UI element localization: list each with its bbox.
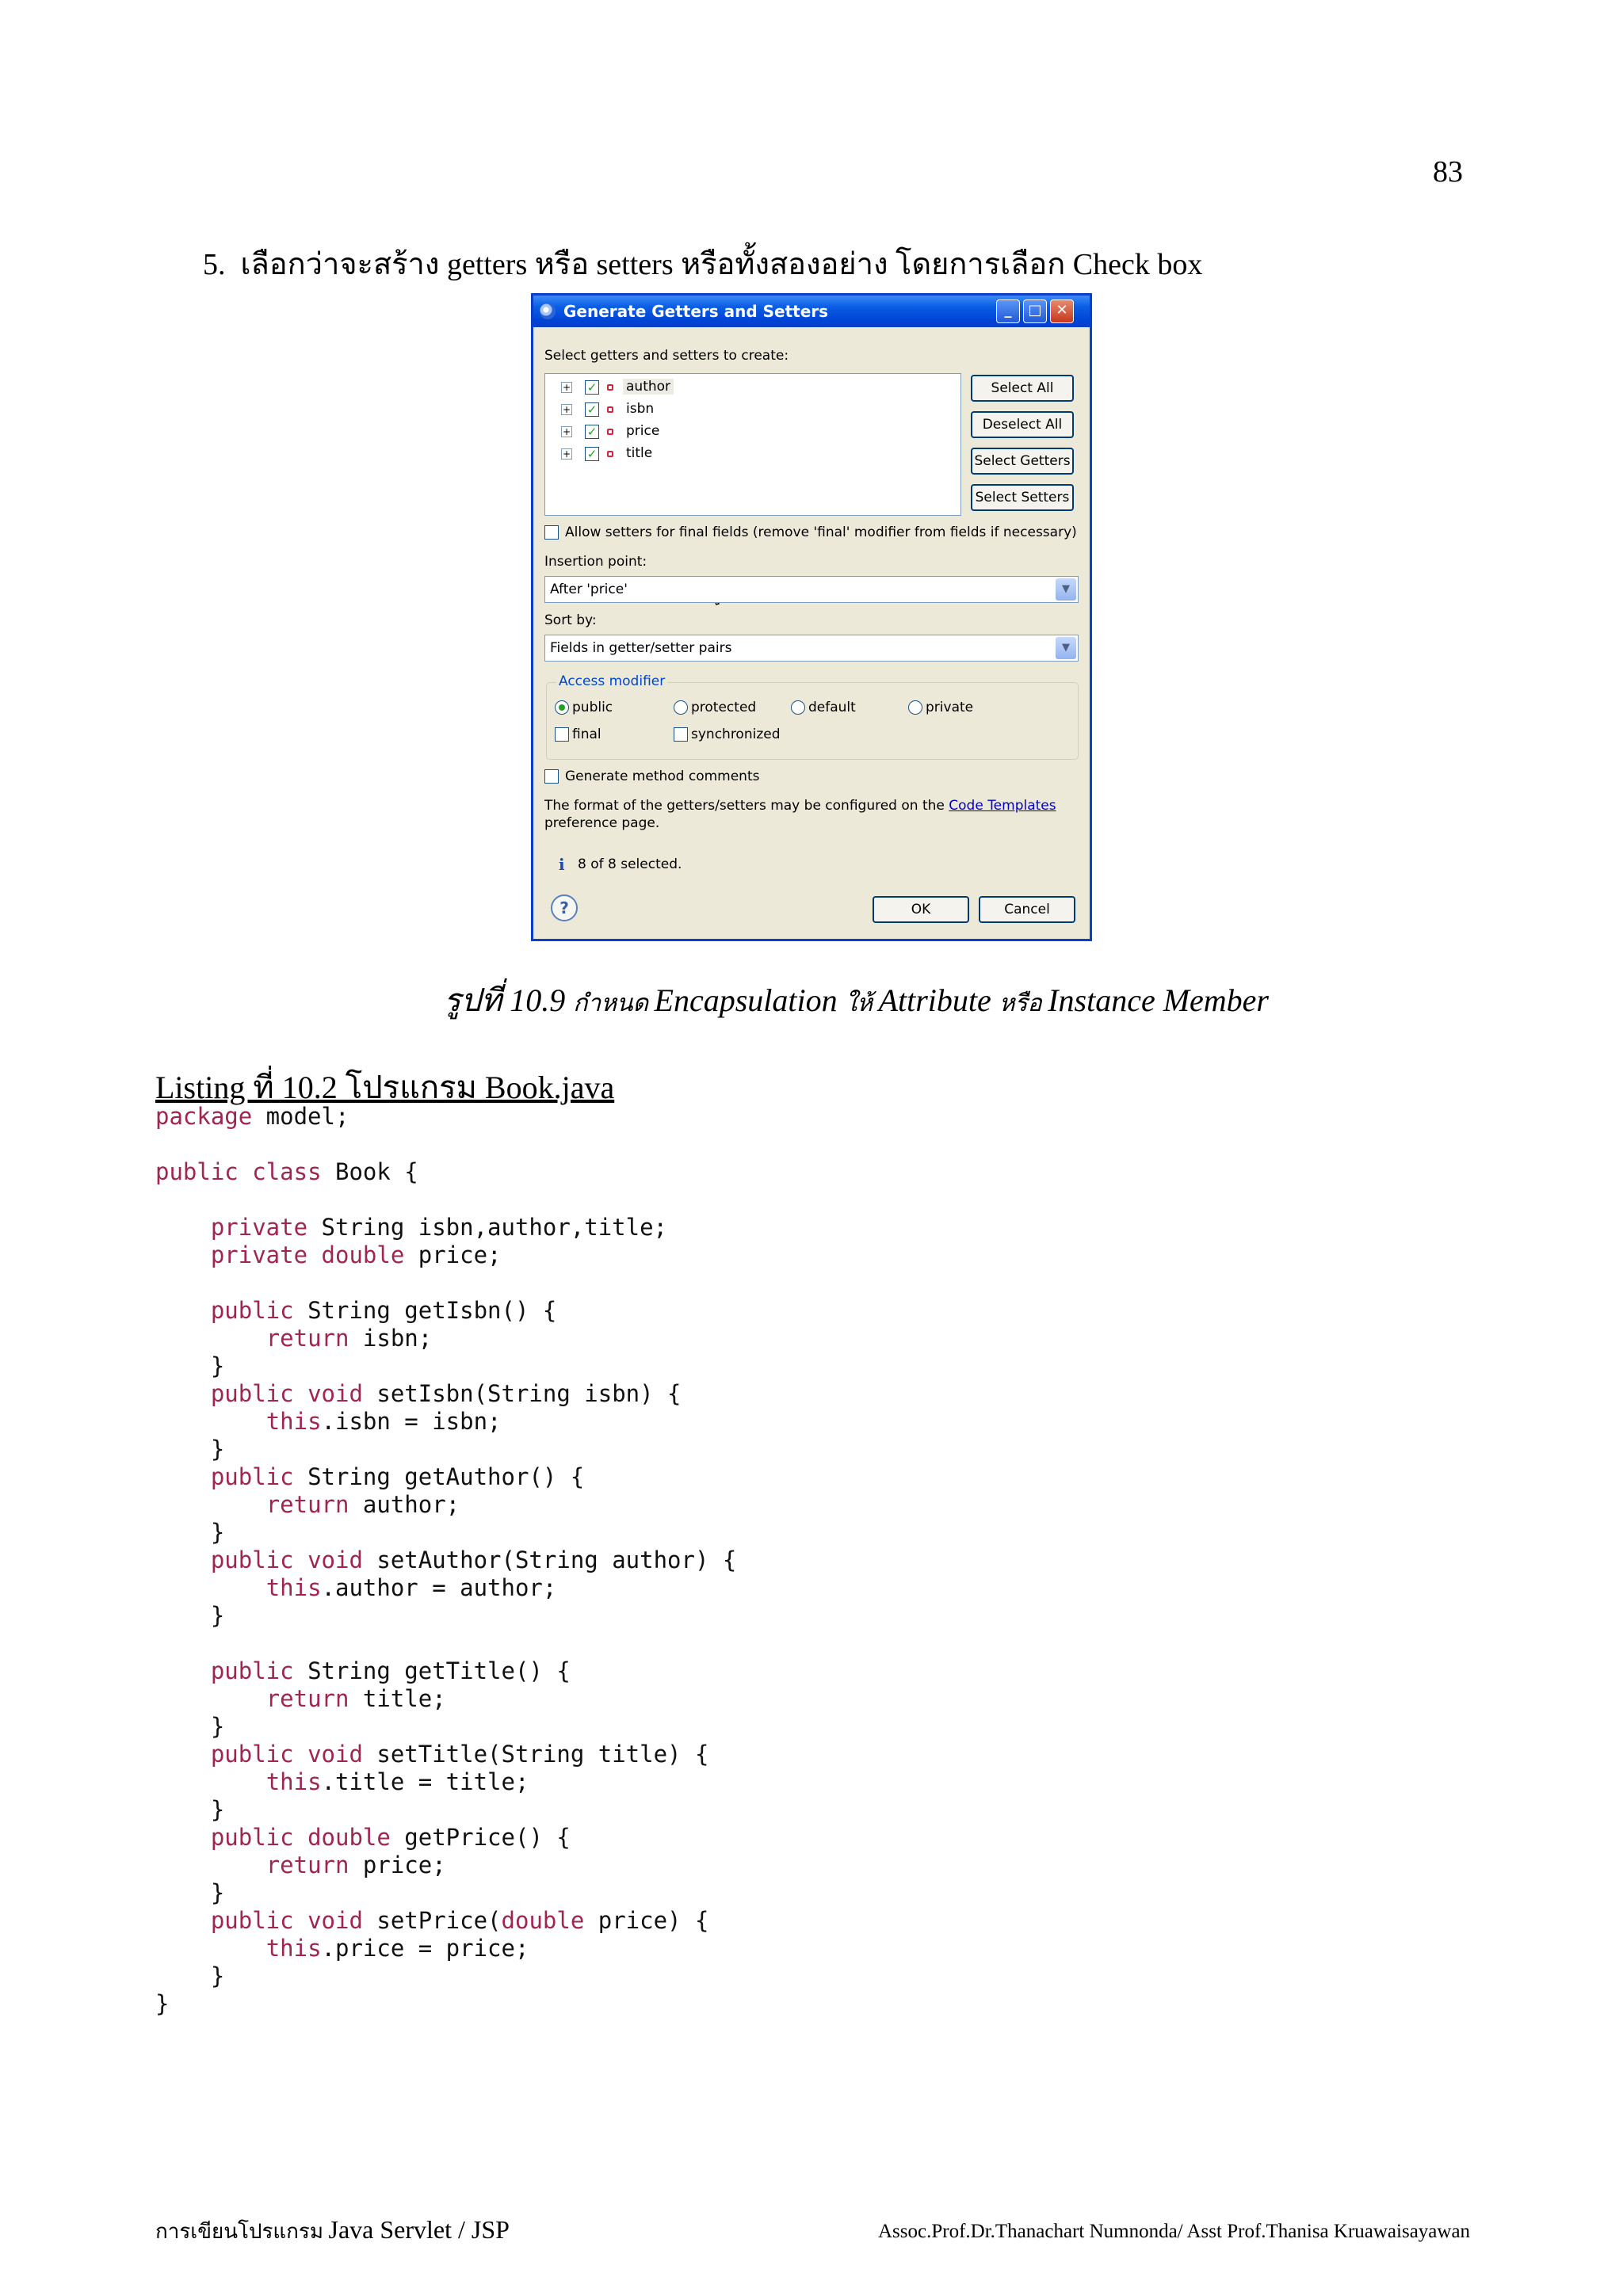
code-line: }: [155, 1990, 170, 2017]
code-keyword: public: [155, 1158, 239, 1185]
code-keyword: public: [210, 1657, 294, 1684]
private-field-icon: [607, 451, 613, 457]
checkbox-price[interactable]: ✓: [585, 425, 599, 439]
code-keyword: public: [210, 1380, 294, 1407]
insertion-point-value: After 'price': [550, 582, 628, 597]
code-line: }: [155, 1519, 225, 1546]
code-keyword: void: [307, 1547, 363, 1573]
checkbox-title[interactable]: ✓: [585, 447, 599, 461]
code-line: this.price = price;: [265, 1935, 529, 1962]
radio-default-label: default: [808, 700, 856, 715]
code-keyword: void: [307, 1380, 363, 1407]
code-keyword: private: [210, 1214, 308, 1241]
insertion-point-select[interactable]: [544, 576, 1079, 603]
allow-final-setters-checkbox[interactable]: [544, 525, 559, 540]
footer-left-en: Java Servlet / JSP: [328, 2215, 510, 2244]
code-keyword: return: [265, 1685, 349, 1712]
code-line: }: [155, 1796, 225, 1823]
code-keyword: double: [321, 1241, 405, 1268]
field-label: title: [626, 445, 653, 461]
radio-protected[interactable]: [674, 700, 688, 715]
code-line: public String getIsbn() {: [210, 1297, 557, 1324]
final-checkbox[interactable]: [555, 727, 569, 742]
code-line: public void setPrice(double price) {: [210, 1907, 709, 1934]
code-line: }: [155, 1352, 225, 1379]
step-instruction: [203, 239, 1202, 288]
code-keyword: this: [265, 1768, 322, 1795]
code-keyword: private: [210, 1241, 308, 1268]
code-keyword: return: [265, 1325, 349, 1352]
code-keyword: package: [155, 1103, 253, 1130]
selection-status: 8 of 8 selected.: [578, 856, 682, 872]
tree-item-isbn[interactable]: [561, 399, 720, 420]
access-modifier-group: [546, 673, 1079, 760]
code-keyword: this: [265, 1935, 322, 1962]
code-line: public double getPrice() {: [210, 1824, 571, 1851]
format-tail: preference page.: [544, 815, 660, 831]
minimize-icon[interactable]: _: [996, 299, 1020, 323]
code-keyword: double: [501, 1907, 585, 1934]
code-line: this.isbn = isbn;: [265, 1408, 502, 1435]
select-prompt: Select getters and setters to create:: [544, 348, 789, 364]
caption-part3: ให้: [845, 990, 879, 1016]
footer-left: [155, 2215, 510, 2248]
tree-item-author[interactable]: [561, 377, 720, 398]
code-line: public class Book {: [155, 1158, 418, 1185]
help-icon[interactable]: ?: [551, 894, 578, 921]
radio-public-label: public: [572, 700, 613, 715]
code-keyword: public: [210, 1824, 294, 1851]
expand-icon[interactable]: +: [562, 448, 571, 460]
field-label: price: [626, 423, 660, 439]
radio-default[interactable]: [791, 700, 805, 715]
code-templates-link[interactable]: Code Templates: [949, 798, 1056, 814]
private-field-icon: [607, 384, 613, 391]
chevron-down-icon[interactable]: ▼: [1056, 637, 1076, 659]
tree-item-title[interactable]: [561, 444, 720, 464]
eclipse-icon: [540, 303, 556, 319]
radio-private-label: private: [926, 700, 974, 715]
sort-by-value: Fields in getter/setter pairs: [550, 640, 732, 656]
footer-right: Assoc.Prof.Dr.Thanachart Numnonda/ Asst Prof.Thanisa Kruawaisayawan: [878, 2221, 1471, 2242]
caption-part2: Encapsulation: [654, 982, 846, 1018]
close-icon[interactable]: ✕: [1050, 299, 1074, 323]
caption-part4: Attribute: [878, 982, 999, 1018]
chevron-down-icon[interactable]: ▼: [1056, 578, 1076, 601]
expand-icon[interactable]: +: [562, 404, 571, 415]
code-line: public void setTitle(String title) {: [210, 1741, 709, 1768]
format-description: [544, 798, 1056, 814]
code-line: return author;: [265, 1491, 460, 1518]
code-line: private double price;: [210, 1241, 502, 1268]
generate-comments-checkbox[interactable]: [544, 769, 559, 784]
private-field-icon: [607, 406, 613, 413]
cancel-button[interactable]: Cancel: [979, 896, 1075, 923]
checkbox-author[interactable]: ✓: [585, 380, 599, 395]
code-line: }: [155, 1879, 225, 1906]
code-keyword: public: [210, 1297, 294, 1324]
code-keyword: double: [307, 1824, 391, 1851]
code-keyword: this: [265, 1574, 322, 1601]
dialog-title-bar[interactable]: [533, 296, 1090, 327]
code-keyword: class: [252, 1158, 322, 1185]
field-label: author: [623, 379, 674, 395]
code-line: public void setIsbn(String isbn) {: [210, 1380, 682, 1407]
code-line: return isbn;: [265, 1325, 433, 1352]
code-line: }: [155, 1602, 225, 1629]
format-text: The format of the getters/setters may be configured on the: [544, 798, 945, 814]
fields-tree[interactable]: [544, 373, 961, 516]
code-line: public String getTitle() {: [210, 1657, 571, 1684]
code-keyword: public: [210, 1907, 294, 1934]
code-line: }: [155, 1436, 225, 1463]
generate-getters-setters-dialog: [531, 293, 1092, 941]
radio-private[interactable]: [908, 700, 922, 715]
code-keyword: public: [210, 1547, 294, 1573]
code-line: private String isbn,author,title;: [210, 1214, 668, 1241]
select-all-button[interactable]: Select All: [971, 375, 1074, 402]
synchronized-checkbox[interactable]: [674, 727, 688, 742]
select-getters-button[interactable]: Select Getters: [971, 448, 1074, 475]
expand-icon[interactable]: +: [562, 426, 571, 437]
code-keyword: void: [307, 1741, 363, 1768]
access-modifier-title: Access modifier: [556, 673, 667, 689]
code-keyword: this: [265, 1408, 322, 1435]
caption-part1: กำหนด: [573, 990, 655, 1016]
sort-by-select[interactable]: [544, 635, 1079, 662]
code-line: return price;: [265, 1852, 446, 1878]
caption-prefix: รูปที่ 10.9: [444, 982, 574, 1018]
code-keyword: return: [265, 1491, 349, 1518]
figure-caption: [444, 974, 1269, 1025]
radio-protected-label: protected: [691, 700, 757, 715]
code-line: package model;: [155, 1103, 349, 1130]
maximize-icon[interactable]: □: [1023, 299, 1047, 323]
caption-part6: Instance Member: [1048, 982, 1269, 1018]
step-number: 5.: [203, 248, 226, 281]
code-line: }: [155, 1713, 225, 1740]
listing-title: Listing ที่ 10.2 โปรแกรม Book.java: [155, 1070, 615, 1105]
code-keyword: public: [210, 1463, 294, 1490]
code-line: this.author = author;: [265, 1574, 557, 1601]
footer-left-thai: การเขียนโปรแกรม: [155, 2220, 329, 2243]
dialog-title: Generate Getters and Setters: [563, 302, 829, 321]
deselect-all-button[interactable]: Deselect All: [971, 411, 1074, 438]
step-text: เลือกว่าจะสร้าง getters หรือ setters หรือทั้งสองอย่าง โดยการเลือก Check box: [240, 248, 1203, 281]
select-setters-button[interactable]: Select Setters: [971, 484, 1074, 511]
sort-by-label: Sort by:: [544, 612, 597, 628]
private-field-icon: [607, 429, 613, 435]
code-line: public void setAuthor(String author) {: [210, 1547, 737, 1573]
code-line: this.title = title;: [265, 1768, 529, 1795]
info-icon: i: [559, 855, 565, 874]
code-keyword: public: [210, 1741, 294, 1768]
generate-comments-label: Generate method comments: [565, 769, 760, 784]
tree-item-price[interactable]: [561, 421, 720, 442]
expand-icon[interactable]: +: [562, 382, 571, 393]
page-number: 83: [1433, 155, 1463, 189]
code-line: return title;: [265, 1685, 446, 1712]
code-keyword: void: [307, 1907, 363, 1934]
code-line: public String getAuthor() {: [210, 1463, 585, 1490]
allow-final-setters-label: Allow setters for final fields (remove 'final' modifier from fields if necessary): [565, 524, 1077, 540]
field-label: isbn: [626, 401, 655, 417]
code-keyword: return: [265, 1852, 349, 1878]
code-listing: [155, 1103, 736, 2018]
caption-part5: หรือ: [999, 990, 1048, 1016]
insertion-point-label: Insertion point:: [544, 554, 647, 570]
checkbox-isbn[interactable]: ✓: [585, 402, 599, 417]
radio-public[interactable]: [555, 700, 569, 715]
final-label: final: [572, 727, 601, 742]
ok-button[interactable]: OK: [873, 896, 969, 923]
code-line: }: [155, 1962, 225, 1989]
synchronized-label: synchronized: [691, 727, 781, 742]
